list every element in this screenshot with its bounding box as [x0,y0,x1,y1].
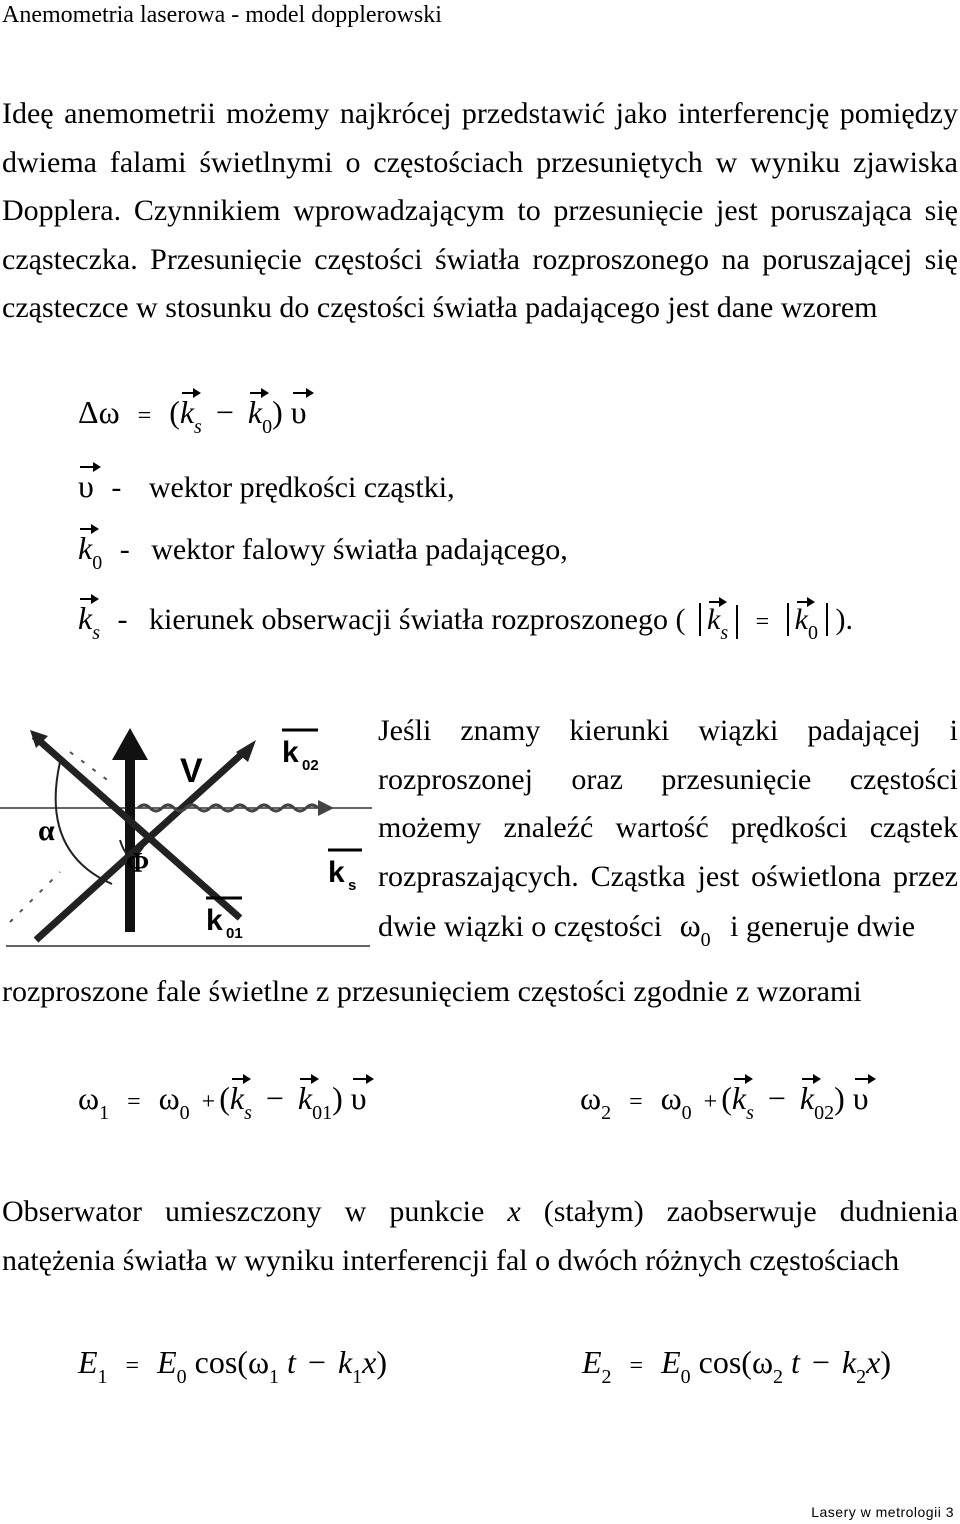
paragraph-figure-text [378,707,958,955]
equals-sign: = [137,403,152,429]
omega-subscript: 0 [700,929,711,951]
k: k [841,1344,857,1380]
E: E [157,1344,177,1380]
plus-sign: + [703,1089,718,1115]
abs-k0 [787,603,828,644]
equation-delta-omega [78,394,307,438]
minus-sign: − [307,1344,326,1380]
close-paren: ) [880,1344,892,1380]
velocity-arrowhead [112,728,148,760]
vector-k-s: k [731,1080,747,1116]
close-paren: ) [834,1080,845,1116]
label-k02-sub: 02 [302,757,319,774]
paragraph-2-tail: i generuje dwie [730,910,916,943]
sub-0: 0 [681,1102,692,1124]
t: t [791,1344,800,1380]
definition-dash: - [119,533,130,566]
definition-text: kierunek obserwacji światła rozproszonego ( [149,603,686,636]
label-phi: Φ [126,848,150,879]
t: t [287,1344,296,1380]
subscript-0: 0 [92,552,103,574]
E: E [661,1344,681,1380]
k-symbol: k [78,530,93,566]
sub-02: 02 [814,1102,835,1124]
sub-2: 2 [601,1102,612,1124]
label-v: V [180,752,203,790]
abs-bar [736,605,738,639]
omega: ω [580,1080,602,1116]
abs-ks [699,603,736,644]
sub-2: 2 [601,1366,612,1388]
definition-dash: - [111,471,122,504]
omega: ω [660,1080,682,1116]
x: x [362,1344,377,1380]
sub-0: 0 [680,1366,691,1388]
paragraph-observer [2,1188,958,1285]
cos: cos( [698,1344,752,1380]
definition-observation-direction [78,600,853,644]
equation-field-2 [582,1344,892,1388]
close-paren: ) [332,1080,343,1116]
delta-omega-symbol: Δω [78,394,120,430]
sub-2: 2 [773,1366,784,1388]
vector-upsilon: υ [290,394,307,430]
sub-1: 1 [352,1366,363,1388]
sub-0: 0 [179,1102,190,1124]
k-symbol: k [794,603,808,636]
upsilon-symbol: υ [78,468,94,504]
subscript-0: 0 [807,622,818,644]
paragraph-scattered-waves: rozproszone fale świetlne z przesunięciem częstości zgodnie z wzorami [2,975,862,1008]
sub-1: 1 [269,1366,280,1388]
sub-s: s [746,1102,754,1124]
plus-sign: + [201,1089,216,1115]
open-paren: ( [219,1080,230,1116]
E: E [582,1344,602,1380]
sub-0: 0 [176,1366,187,1388]
label-ks: k [328,856,345,889]
subscript-0: 0 [262,416,273,438]
sub-2: 2 [856,1366,867,1388]
minus-sign: − [811,1344,830,1380]
k-symbol: k [706,603,721,636]
label-alpha: α [38,814,55,847]
equals-sign: = [629,1353,644,1379]
paragraph-4-b: (stałym) zaobserwuje dudnienia natężenia światła w wyniku interferencji fal o dwóch różnych częstościach [2,1195,959,1277]
page-title: Anemometria laserowa - model dopplerowski [2,2,442,28]
paragraph-2-text: Jeśli znamy kierunki wiązki padającej i rozproszonej oraz przesunięcie częstości możemy znaleźć wartość prędkości cząstek rozpraszających. Cząstka jest oświetlona przez dwie wiązki o częstości [378,714,958,943]
subscript-s: s [194,416,202,438]
definition-wave-vector [78,530,568,574]
minus-sign: − [767,1080,786,1116]
vector-k-0: k [247,394,263,430]
sub-01: 01 [312,1102,333,1124]
open-paren: ( [169,394,180,430]
x: x [866,1344,881,1380]
label-k01: k [206,904,223,937]
close-paren: ) [376,1344,388,1380]
doppler-diagram [0,722,372,952]
paragraph-intro: Ideę anemometrii możemy najkrócej przedstawić jako interferencję pomiędzy dwiema falami świetlnymi o częstościach przesuniętych w wyniku zjawiska Dopplera. Czynnikiem wprowadzającym to przesunięcie jest poruszająca się cząsteczka. Przesunięcie częstości światła rozproszonego na poruszającej się cząsteczce w stosunku do częstości światła padającego jest dane wzorem [2,97,958,324]
page-footer: Lasery w metrologii 3 [811,1504,954,1520]
definition-text: wektor prędkości cząstki, [148,471,455,504]
closing: ). [835,603,853,636]
omega: ω [751,1344,774,1380]
variable-x: x [507,1195,521,1228]
open-paren: ( [721,1080,732,1116]
label-k01-sub: 01 [226,925,243,942]
vector-upsilon: υ [852,1080,869,1116]
equals-sign: = [127,1089,141,1115]
cos: cos( [194,1344,248,1380]
equals-sign: = [755,609,770,635]
sub-1: 1 [97,1366,108,1388]
sub-1: 1 [99,1102,110,1124]
vector-k-01: k [297,1080,313,1116]
omega: ω [247,1344,270,1380]
definition-dash: - [117,603,128,636]
minus-sign: − [215,394,234,430]
label-k02: k [282,736,299,769]
definition-velocity [78,468,455,505]
subscript-s: s [720,622,729,644]
sub-s: s [244,1102,252,1124]
vector-k-s: k [229,1080,245,1116]
equation-field-1 [78,1344,388,1388]
k-symbol: k [78,600,93,636]
beam-k01 [34,736,240,918]
omega-symbol: ω [679,907,701,943]
equals-sign: = [629,1089,643,1115]
equals-sign: = [125,1353,140,1379]
subscript-s: s [92,622,100,644]
vector-k-02: k [799,1080,815,1116]
vector-k-s: k [179,394,195,430]
E: E [78,1344,98,1380]
equation-omega-1 [78,1080,367,1124]
omega: ω [78,1080,100,1116]
equation-omega-2 [580,1080,869,1124]
close-paren: ) [272,394,283,430]
paragraph-4-a: Obserwator umieszczony w punkcie [2,1195,485,1228]
label-ks-sub: s [348,877,357,894]
omega: ω [158,1080,180,1116]
k: k [337,1344,353,1380]
vector-upsilon: υ [350,1080,367,1116]
definition-text: wektor falowy światła padającego, [151,533,568,566]
minus-sign: − [265,1080,284,1116]
